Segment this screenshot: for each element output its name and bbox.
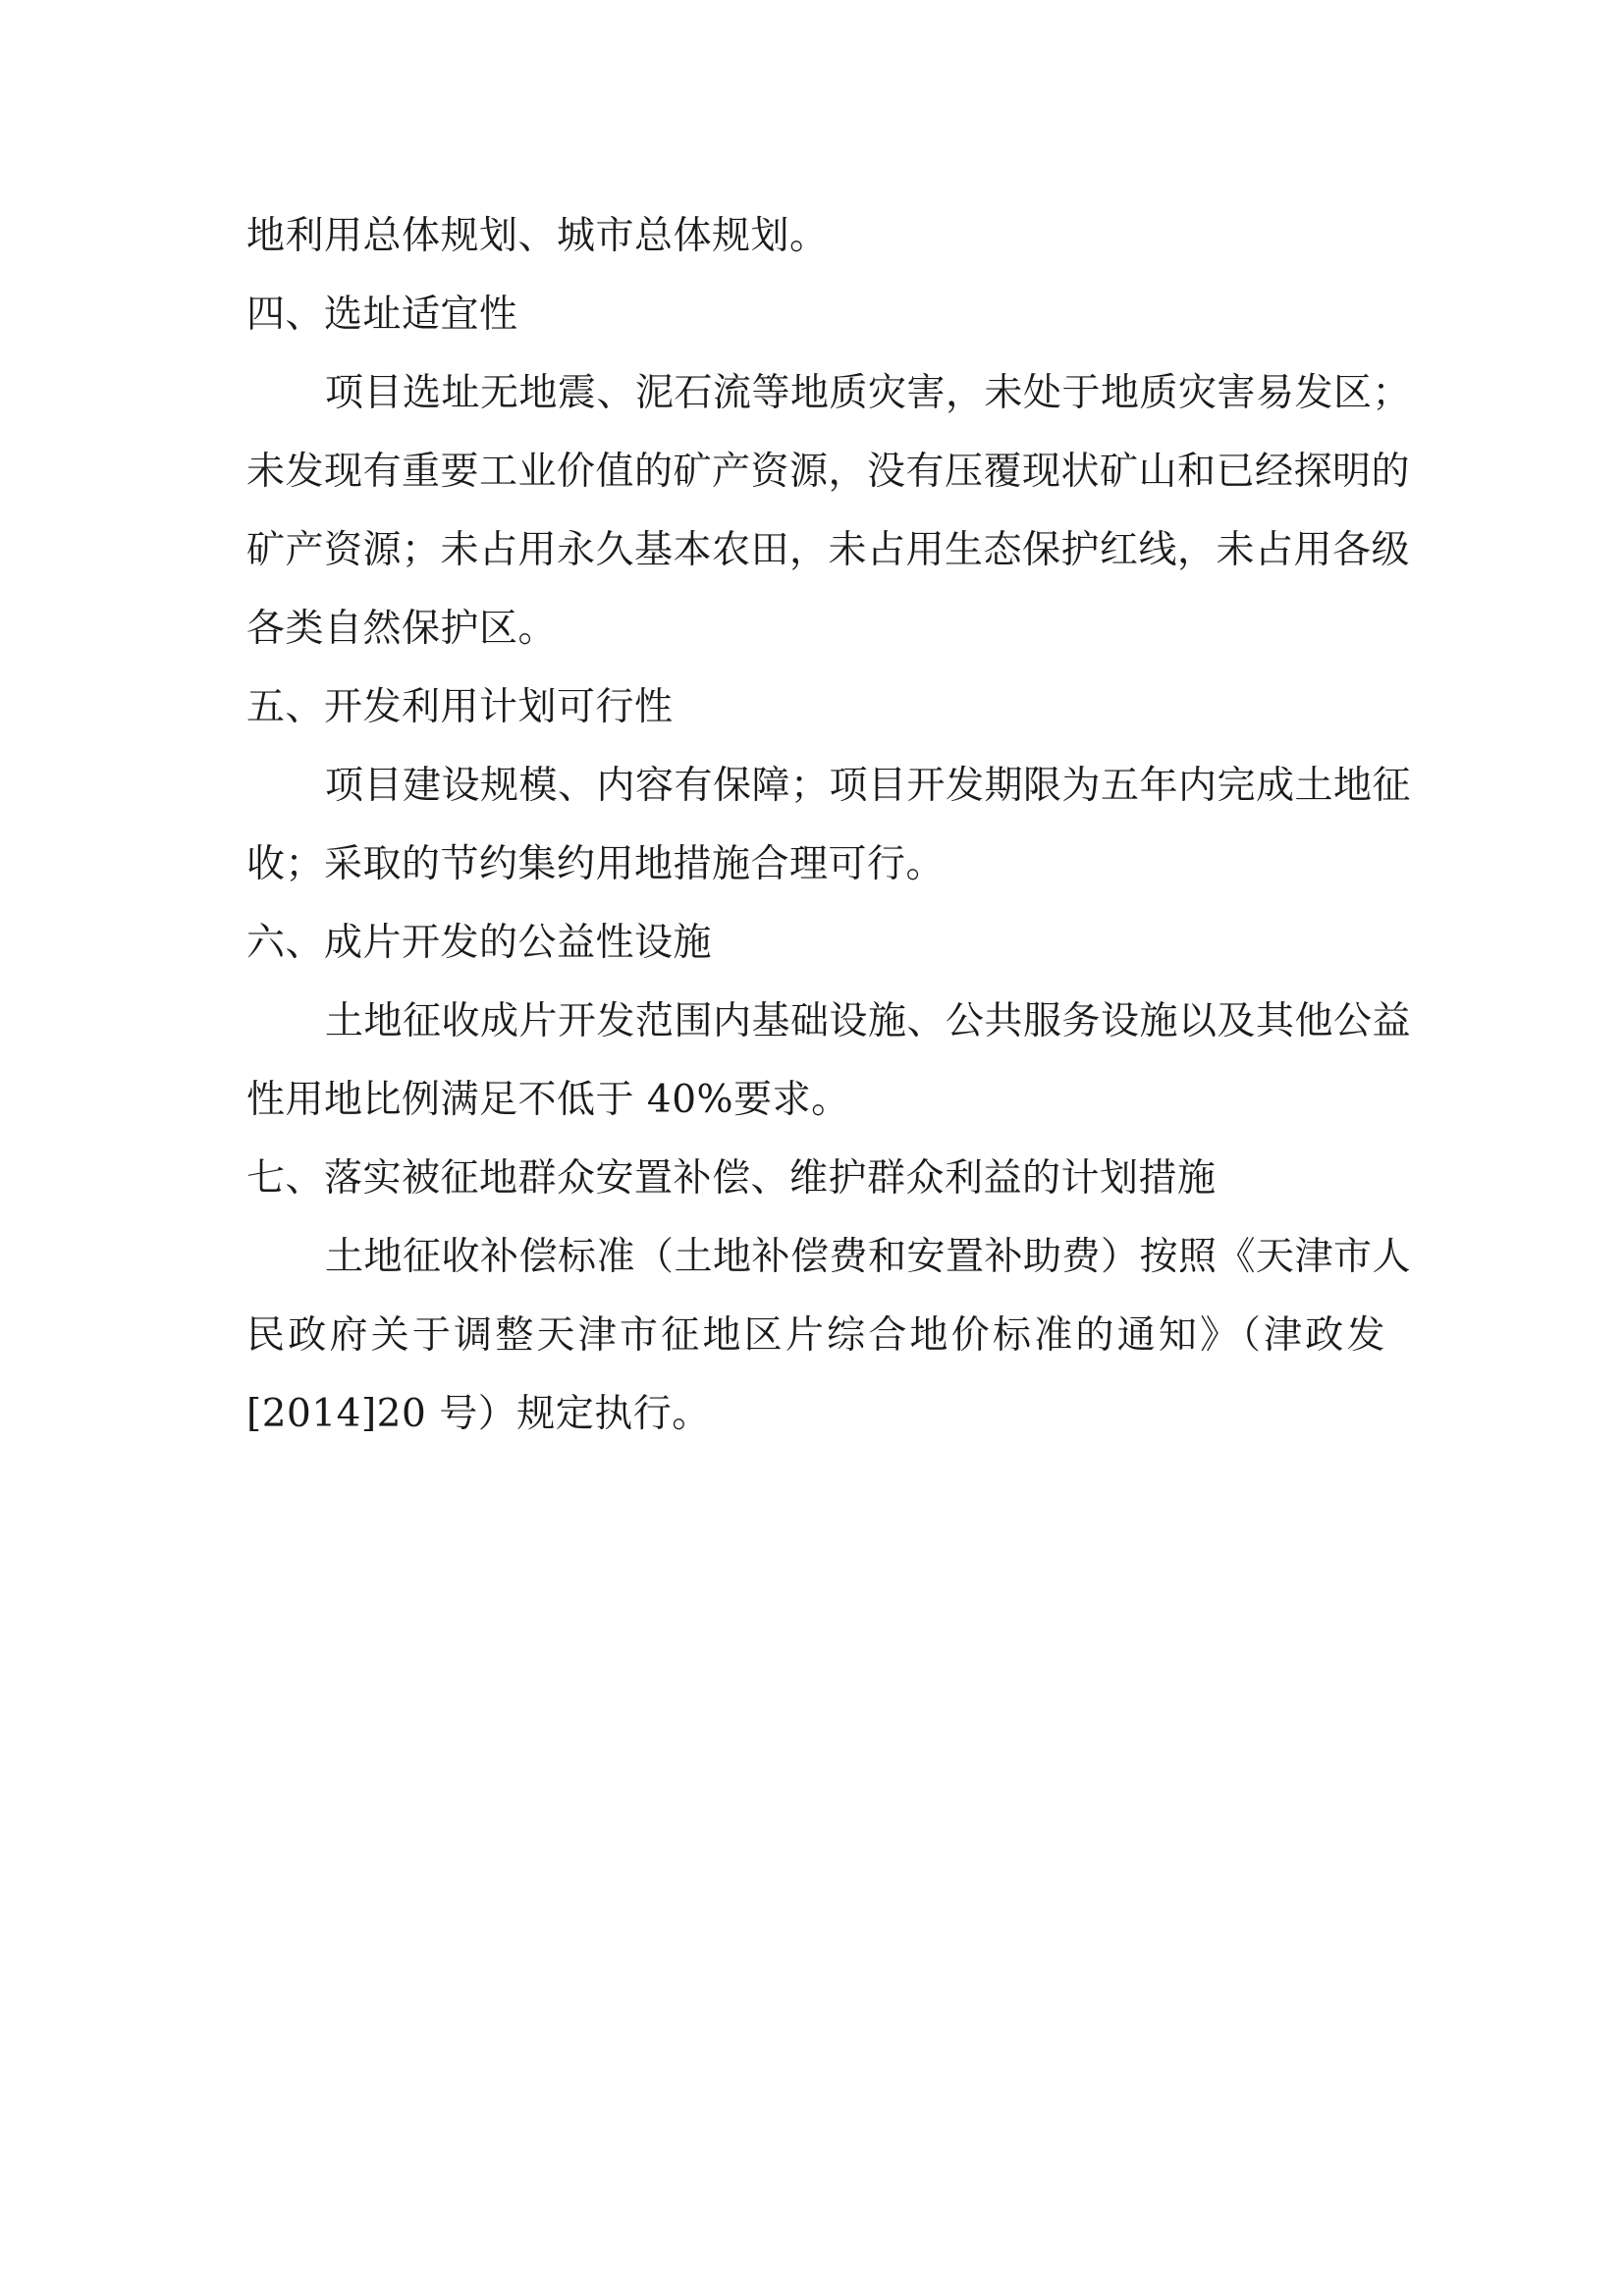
paragraph-line: 项目选址无地震、泥石流等地质灾害，未处于地质灾害易发区； [325, 371, 1412, 415]
section-heading-6: 六、成片开发的公益性设施 [246, 921, 713, 965]
paragraph-line: 民政府关于调整天津市征地区片综合地价标准的通知》（津政发 [246, 1313, 1385, 1358]
section-heading-5: 五、开发利用计划可行性 [246, 685, 674, 729]
section-heading-7: 七、落实被征地群众安置补偿、维护群众利益的计划措施 [246, 1156, 1217, 1201]
paragraph-line: 项目建设规模、内容有保障；项目开发期限为五年内完成土地征 [325, 764, 1412, 808]
paragraph-line: 各类自然保护区。 [246, 607, 558, 651]
paragraph-line: 收；采取的节约集约用地措施合理可行。 [246, 842, 946, 886]
paragraph-line: 土地征收补偿标准（土地补偿费和安置补助费）按照《天津市人 [325, 1235, 1412, 1279]
paragraph-line: 矿产资源；未占用永久基本农田，未占用生态保护红线，未占用各级 [246, 528, 1411, 572]
continuation-line: 地利用总体规划、城市总体规划。 [246, 214, 829, 258]
paragraph-line: 性用地比例满足不低于 40%要求。 [246, 1078, 850, 1122]
paragraph-line: 土地征收成片开发范围内基础设施、公共服务设施以及其他公益 [325, 999, 1412, 1043]
section-heading-4: 四、选址适宜性 [246, 293, 518, 337]
paragraph-line: 未发现有重要工业价值的矿产资源，没有压覆现状矿山和已经探明的 [246, 450, 1411, 494]
paragraph-line: [2014]20 号）规定执行。 [246, 1392, 711, 1436]
